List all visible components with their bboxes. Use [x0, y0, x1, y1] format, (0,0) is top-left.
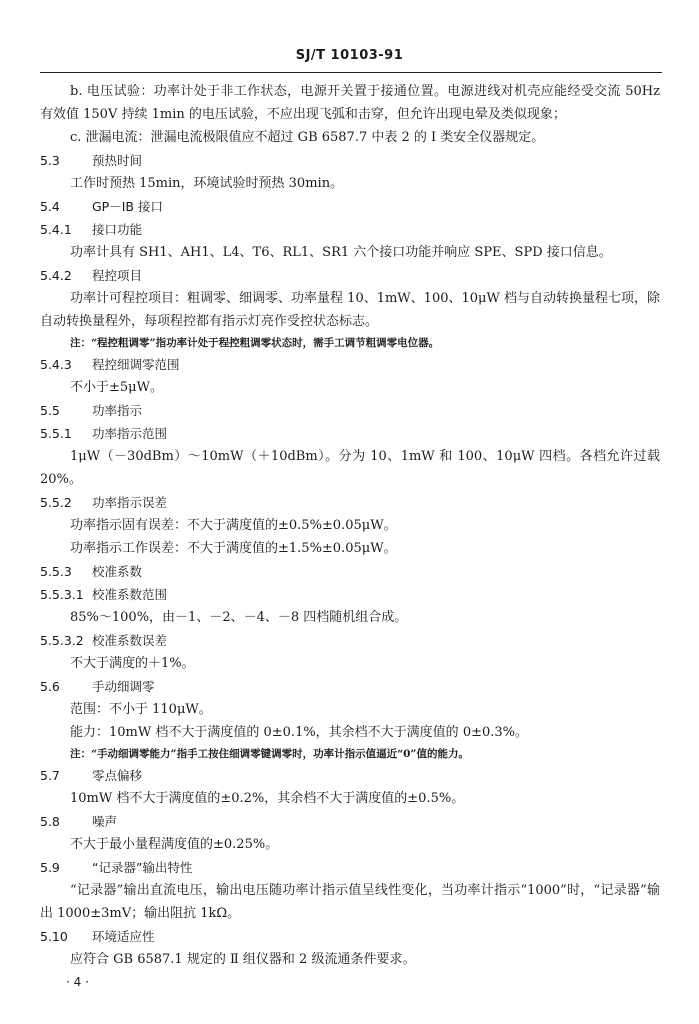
section-5-6-range: 范围：不小于 110μW。 [70, 702, 212, 717]
section-title: 噪声 [92, 814, 118, 829]
section-title: “记录器”输出特性 [92, 860, 193, 875]
standard-number-header: SJ/T 10103-91 [295, 48, 404, 63]
section-5-5-3-2-heading [40, 629, 660, 652]
section-5-5-3-heading [40, 560, 660, 583]
section-5-5-3-1-body: 85%～100%，由－1、－2、－4、－8 四档随机组合成。 [70, 610, 408, 625]
section-number: 5.3 [40, 153, 60, 168]
section-5-4-2-note: 注：“程控粗调零”指功率计处于程控粗调零状态时，需手工调节粗调零电位器。 [70, 337, 440, 349]
section-5-3-heading [40, 149, 660, 172]
section-number: 5.5.3 [40, 564, 72, 579]
section-title: 零点偏移 [92, 768, 143, 783]
section-title: 手动细调零 [92, 679, 155, 694]
section-5-4-2-body: 功率计可程控项目：粗调零、细调零、功率量程 10、1mW、100、10μW 档与自动转换量程七项，除自动转换量程外，每项程控都有指示灯亮作受控状态标志。 [40, 291, 660, 329]
section-number: 5.5 [40, 403, 60, 418]
section-5-5-heading [40, 399, 660, 422]
section-number: 5.4.1 [40, 222, 72, 237]
section-5-10-heading [40, 925, 660, 948]
section-number: 5.4.3 [40, 357, 72, 372]
section-5-4-2-heading [40, 264, 660, 287]
section-5-6-note: 注：“手动细调零能力”指手工按住细调零键调零时，功率计指示值逼近“0”值的能力。 [70, 748, 469, 760]
section-5-7-heading [40, 764, 660, 787]
section-title: 预热时间 [92, 153, 143, 168]
section-5-4-heading [40, 195, 660, 218]
section-5-4-1-heading [40, 218, 660, 241]
section-number: 5.7 [40, 768, 60, 783]
section-title: 程控项目 [92, 268, 143, 283]
section-number: 5.4.2 [40, 268, 72, 283]
document-body [40, 80, 660, 971]
section-5-10-body: 应符合 GB 6587.1 规定的 Ⅱ 组仪器和 2 级流通条件要求。 [70, 952, 416, 967]
section-5-5-1-body: 1μW（－30dBm）～10mW（＋10dBm）。分为 10、1mW 和 100、10μW 四档。各档允许过载 20%。 [40, 449, 660, 487]
header-divider [40, 72, 662, 73]
section-5-5-2-working-error: 功率指示工作误差：不大于满度值的±1.5%±0.05μW。 [70, 541, 397, 556]
section-number: 5.5.1 [40, 426, 72, 441]
section-5-8-heading [40, 810, 660, 833]
section-title: 功率指示误差 [92, 495, 168, 510]
section-number: 5.5.2 [40, 495, 72, 510]
section-number: 5.8 [40, 814, 60, 829]
section-title: 功率指示 [92, 403, 143, 418]
section-5-4-1-body: 功率计具有 SH1、AH1、L4、T6、RL1、SR1 六个接口功能并响应 SPE、SPD 接口信息。 [70, 245, 612, 260]
section-number: 5.5.3.2 [40, 633, 84, 648]
section-number: 5.6 [40, 679, 60, 694]
section-title: 程控细调零范围 [92, 357, 180, 372]
section-title: 环境适应性 [92, 929, 155, 944]
section-title: 功率指示范围 [92, 426, 168, 441]
section-5-9-body: “记录器”输出直流电压，输出电压随功率计指示值呈线性变化，当功率计指示“1000”时，“记录器”输出 1000±3mV；输出阻抗 1kΩ。 [40, 883, 660, 921]
section-5-8-body: 不大于最小量程满度值的±0.25%。 [70, 837, 279, 852]
section-5-5-1-heading [40, 422, 660, 445]
section-5-4-3-body: 不小于±5μW。 [70, 380, 163, 395]
section-5-3-body: 工作时预热 15min，环境试验时预热 30min。 [70, 176, 344, 191]
section-5-7-body: 10mW 档不大于满度值的±0.2%，其余档不大于满度值的±0.5%。 [70, 791, 465, 806]
section-title: GP－IB 接口 [92, 199, 163, 214]
section-title: 校准系数 [92, 564, 143, 579]
section-number: 5.4 [40, 199, 60, 214]
section-title: 校准系数误差 [92, 633, 168, 648]
section-title: 校准系数范围 [92, 587, 168, 602]
section-number: 5.9 [40, 860, 60, 875]
section-5-9-heading [40, 856, 660, 879]
section-5-5-3-2-body: 不大于满度的＋1%。 [70, 656, 195, 671]
section-5-5-2-heading [40, 491, 660, 514]
section-number: 5.5.3.1 [40, 587, 84, 602]
clause-c-leakage-current: c. 泄漏电流：泄漏电流极限值应不超过 GB 6587.7 中表 2 的 Ⅰ 类安全仪器规定。 [70, 130, 545, 145]
section-5-6-heading [40, 675, 660, 698]
section-5-5-3-1-heading [40, 583, 660, 606]
page-number: · 4 · [66, 975, 89, 989]
section-5-6-capability: 能力：10mW 档不大于满度值的 0±0.1%，其余档不大于满度值的 0±0.3%。 [70, 725, 529, 740]
clause-b-voltage-test: b. 电压试验：功率计处于非工作状态，电源开关置于接通位置。电源进线对机壳应能经受交流 50Hz 有效值 150V 持续 1min 的电压试验，不应出现飞弧和击穿，但允许出现电晕及类似现象； [40, 84, 660, 122]
section-title: 接口功能 [92, 222, 143, 237]
section-number: 5.10 [40, 929, 68, 944]
section-5-4-3-heading [40, 353, 660, 376]
section-5-5-2-intrinsic-error: 功率指示固有误差：不大于满度值的±0.5%±0.05μW。 [70, 518, 397, 533]
